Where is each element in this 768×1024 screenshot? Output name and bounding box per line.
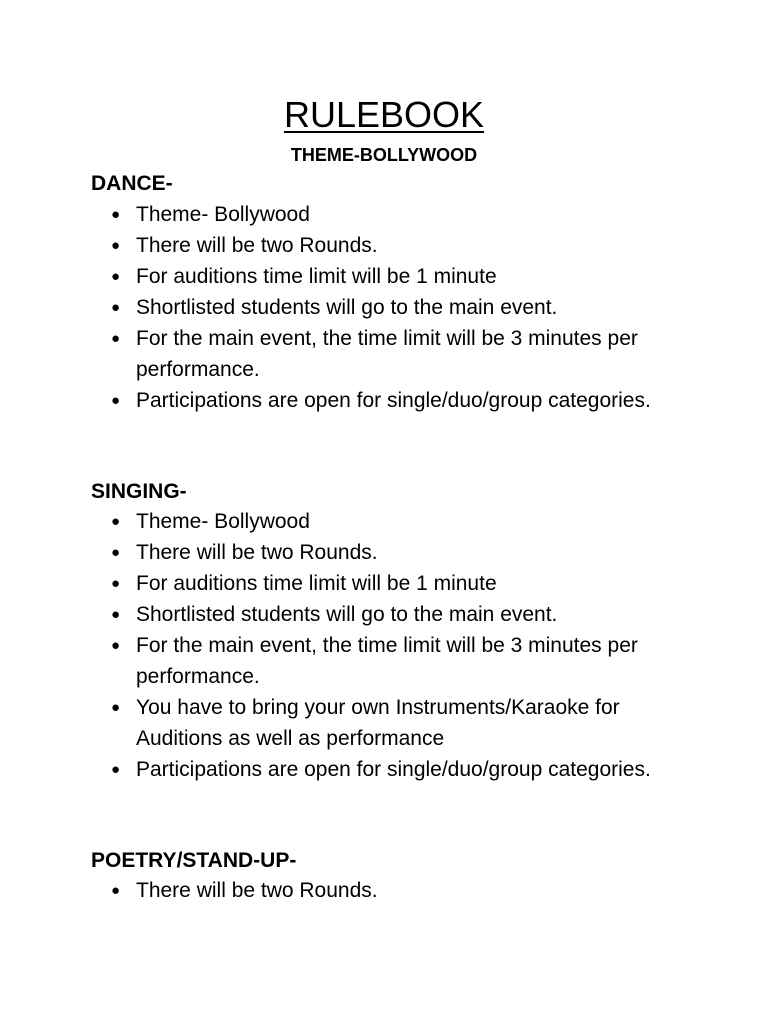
bullet-icon: ● xyxy=(111,882,121,899)
list-item xyxy=(0,568,696,599)
page-title: RULEBOOK xyxy=(283,94,485,135)
list-item-text: For auditions time limit will be 1 minute xyxy=(136,265,497,288)
bullet-icon: ● xyxy=(111,299,121,316)
list-item xyxy=(0,506,696,537)
dance-rules-list xyxy=(0,199,696,416)
list-item xyxy=(0,692,696,754)
list-item xyxy=(0,754,696,785)
list-item-text: Theme- Bollywood xyxy=(136,510,310,533)
bullet-icon: ● xyxy=(111,513,121,530)
list-item xyxy=(0,292,696,323)
list-item xyxy=(0,261,696,292)
list-item xyxy=(0,630,696,692)
bullet-icon: ● xyxy=(111,206,121,223)
bullet-icon: ● xyxy=(111,575,121,592)
list-item-text: Participations are open for single/duo/group categories. xyxy=(136,389,651,412)
list-item xyxy=(0,385,696,416)
page-subtitle: THEME-BOLLYWOOD xyxy=(290,145,478,165)
list-item xyxy=(0,230,696,261)
list-item xyxy=(0,875,696,906)
section-heading-poetry-standup: POETRY/STAND-UP- xyxy=(91,849,297,872)
list-item-text: Shortlisted students will go to the main event. xyxy=(136,603,558,626)
list-item xyxy=(0,599,696,630)
bullet-icon: ● xyxy=(111,606,121,623)
list-item-text: For the main event, the time limit will be 3 minutes per performance. xyxy=(136,327,638,381)
list-item-text: Theme- Bollywood xyxy=(136,203,310,226)
bullet-icon: ● xyxy=(111,268,121,285)
singing-rules-list xyxy=(0,506,696,785)
list-item-text: For auditions time limit will be 1 minute xyxy=(136,572,497,595)
bullet-icon: ● xyxy=(111,761,121,778)
list-item-text: Shortlisted students will go to the main event. xyxy=(136,296,558,319)
section-heading-singing: SINGING- xyxy=(91,480,187,503)
list-item-text: For the main event, the time limit will be 3 minutes per performance. xyxy=(136,634,638,688)
bullet-icon: ● xyxy=(111,637,121,654)
bullet-icon: ● xyxy=(111,544,121,561)
section-heading-dance: DANCE- xyxy=(91,172,173,195)
bullet-icon: ● xyxy=(111,392,121,409)
list-item xyxy=(0,323,696,385)
list-item-text: You have to bring your own Instruments/Karaoke for Auditions as well as performance xyxy=(136,696,620,750)
list-item-text: Participations are open for single/duo/group categories. xyxy=(136,758,651,781)
poetry-standup-rules-list xyxy=(0,875,696,906)
bullet-icon: ● xyxy=(111,699,121,716)
list-item-text: There will be two Rounds. xyxy=(136,541,378,564)
bullet-icon: ● xyxy=(111,237,121,254)
list-item-text: There will be two Rounds. xyxy=(136,234,378,257)
list-item-text: There will be two Rounds. xyxy=(136,879,378,902)
list-item xyxy=(0,537,696,568)
bullet-icon: ● xyxy=(111,330,121,347)
list-item xyxy=(0,199,696,230)
